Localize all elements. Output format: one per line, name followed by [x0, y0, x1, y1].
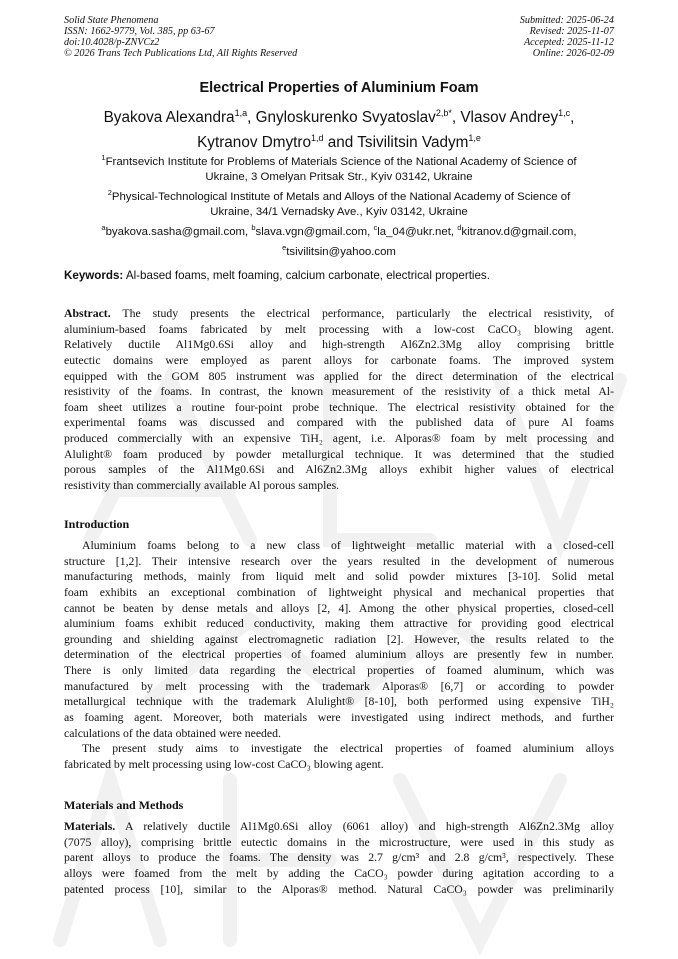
abstract-paragraph: [64, 306, 614, 494]
abstract-line: foam sheet utilizes a routine four-point probe technique. The electrical resistivity obtained for the: [64, 400, 614, 414]
affiliation-line: Physical-Technological Institute of Metals and Alloys of the National Academy of Science of: [111, 190, 571, 203]
author: Byakova Alexandra: [103, 109, 235, 127]
keywords-text: Al-based foams, melt foaming, calcium carbonate, electrical properties.: [125, 269, 490, 282]
email-sup: e: [282, 243, 287, 253]
intro-line: fabricated by melt processing using low-cost CaCO₃ blowing agent.: [64, 757, 384, 771]
author-sup: 1,e: [468, 133, 481, 144]
intro-line: determination of the electrical properties of foamed aluminium alloys are presently few in number.: [64, 648, 614, 662]
author: Gnyloskurenko Svyatoslav: [255, 109, 436, 127]
author: Vlasov Andrey: [460, 109, 559, 127]
affiliation-sup: 2: [107, 188, 112, 197]
affiliation-line: Ukraine, 34/1 Vernadsky Ave., Kyiv 03142, Ukraine: [210, 206, 468, 219]
materials-paragraph: [64, 819, 614, 897]
intro-line: aluminium foams exhibit reduced conductivity, making them attractive for providing good electrical: [64, 617, 614, 631]
journal-name: Solid State Phenomena: [64, 15, 159, 26]
abstract-line: produced commercially with an expensive TiH₂ agent, i.e. Alporas® foam by melt processing and: [64, 432, 614, 445]
intro-line: manufacturing methods, mainly from liquid melt and solid powder mixtures [3-10]. Solid metal: [64, 570, 614, 584]
affiliation-2: [64, 185, 614, 221]
submitted-date: Submitted: 2025-06-24: [519, 15, 614, 26]
abstract-line: eutectic domains were employed as parent alloys for carbonate foams. The improved system: [64, 353, 614, 367]
affiliation-line: Frantsevich Institute for Problems of Materials Science of the National Academy of Science of: [105, 155, 577, 168]
materials-label: Materials.: [64, 820, 116, 833]
accepted-date: Accepted: 2025-11-12: [523, 37, 614, 48]
affiliation-1: [64, 150, 614, 186]
author-sup: 2,b*: [435, 108, 452, 118]
author-separator: and: [323, 134, 358, 152]
email-sup: d: [457, 223, 462, 232]
abstract-line: experimental foams was discussed and compared with the published data of pure Al foams: [64, 416, 614, 430]
author-separator: ,: [247, 109, 256, 127]
intro-line: The present study aims to investigate the electrical properties of foamed aluminium alloys: [82, 742, 614, 756]
intro-line: metallurgical technique with the trademark Alulight® [8-10], both performed using expensive TiH₂: [64, 695, 614, 709]
author-list: [60, 103, 618, 153]
affiliation-sup: 1: [101, 153, 106, 162]
intro-line: calculations of the data obtained were needed.: [64, 726, 281, 740]
email-link[interactable]: slava.vgn@gmail.com: [255, 225, 368, 238]
intro-line: as foaming agent. Moreover, both materials were investigated using indirect methods, and further: [64, 710, 614, 724]
online-date: Online: 2026-02-09: [532, 48, 614, 59]
materials-text: A relatively ductile Al1Mg0.6Si alloy (6061 alloy) and high-strength Al6Zn2.3Mg alloy: [115, 820, 614, 833]
abstract-line: equipped with the GOM 805 instrument was applied for the direct determination of the electrical: [64, 369, 614, 383]
email-link[interactable]: la_04@ukr.net: [377, 225, 451, 238]
intro-line: structure [1,2]. Their intensive research over the years resulted in the development of numerous: [64, 554, 614, 568]
materials-line: [64, 819, 614, 835]
paper-title: Electrical Properties of Aluminium Foam: [199, 80, 479, 96]
abstract-line: resistivity of the foams. In contrast, the known measurement of the resistivity of a thick metal Al-: [64, 385, 614, 399]
issn-line: ISSN: 1662-9779, Vol. 385, pp 63-67: [64, 26, 215, 37]
intro-line: manufactured by melt processing with the trademark Alporas® [6,7] or according to powder: [64, 679, 614, 693]
email-sup: b: [251, 223, 256, 232]
email-link[interactable]: kitranov.d@gmail.com: [461, 225, 574, 238]
intro-line: There is only limited data regarding the electrical properties of foamed aluminum, which was: [64, 664, 614, 677]
abstract-line: Relatively ductile Al1Mg0.6Si alloy and high-strength Al6Zn2.3Mg alloy comprising brittle: [64, 338, 614, 352]
author-sup: 1,a: [234, 108, 248, 118]
doi-line: doi:10.4028/p-ZNVCz2: [64, 37, 160, 48]
methods-heading: Materials and Methods: [64, 798, 184, 812]
abstract-text: The study presents the electrical performance, particularly the electrical resistivity, of: [110, 307, 614, 320]
email-list: $^a$byakova.sasha@gmail.com, $^b$slava.vgn@gmail.com, $^c$la_04@ukr.net, $^d$kitranov.d@gmail.com, $^e$tsivilitsin@yahoo.com: [101, 223, 577, 259]
author: Tsivilitsin Vadym: [357, 134, 469, 152]
keywords-line: [64, 269, 614, 282]
introduction-heading: Introduction: [64, 517, 130, 531]
materials-line: patented process [10], similar to the Alporas® method. Natural CaCO₃ powder was preliminarily: [64, 882, 614, 896]
intro-line: foam exhibits an exceptional combination of lightweight physical and mechanical properties that: [64, 585, 614, 599]
author-sup: 1,d: [311, 133, 324, 144]
email-link[interactable]: tsivilitsin@yahoo.com: [286, 246, 396, 259]
publication-header: [64, 15, 614, 59]
abstract-line: aluminium-based foams fabricated by melt processing with a low-cost CaCO₃ blowing agent.: [64, 322, 614, 336]
email-sup: c: [373, 223, 378, 232]
abstract-line: Alulight® foam produced by powder metallurgical technique. It was determined that the studied: [64, 447, 614, 461]
intro-line: cannot be beaten by dense metals and alloys [2, 4]. Among the other physical properties, closed-cell: [64, 601, 614, 615]
abstract-label: Abstract.: [64, 307, 111, 320]
materials-line: alloys were foamed from the melt by adding the CaCO₃ powder during agitation according to a: [64, 866, 614, 880]
introduction-paragraph-1: [64, 538, 614, 772]
author-sup: 1,c: [558, 108, 571, 118]
intro-line: Aluminium foams belong to a new class of lightweight metallic material with a closed-cell: [82, 539, 614, 552]
affiliation-line: Ukraine, 3 Omelyan Pritsak Str., Kyiv 03142, Ukraine: [205, 171, 473, 184]
intro-line: grounding and shielding against electromagnetic radiation [2]. However, the results related to the: [64, 632, 614, 646]
keywords-label: Keywords:: [64, 269, 124, 282]
author: Kytranov Dmytro: [197, 134, 312, 152]
email-link[interactable]: byakova.sasha@gmail.com: [105, 225, 246, 238]
abstract-line: porous samples of the Al1Mg0.6Si and Al6Zn2.3Mg alloys exhibit higher values of electrical: [64, 463, 614, 477]
copyright-line: © 2026 Trans Tech Publications Ltd, All Rights Reserved: [64, 48, 298, 59]
materials-line: parent alloys to produce the foams. The density was 2.7 g/cm³ and 2.8 g/cm³, respectively. These: [64, 851, 614, 865]
email-sup: a: [101, 223, 106, 232]
abstract-line: resistivity than commercially available Al porous samples.: [64, 478, 340, 492]
abstract-line: [64, 306, 614, 322]
author-separator: ,: [451, 109, 461, 127]
author-separator: ,: [570, 109, 575, 127]
revised-date: Revised: 2025-11-07: [529, 26, 614, 37]
materials-line: (7075 alloy), comprising brittle eutectic domains in the microstructure, were used in this study as: [64, 835, 614, 849]
